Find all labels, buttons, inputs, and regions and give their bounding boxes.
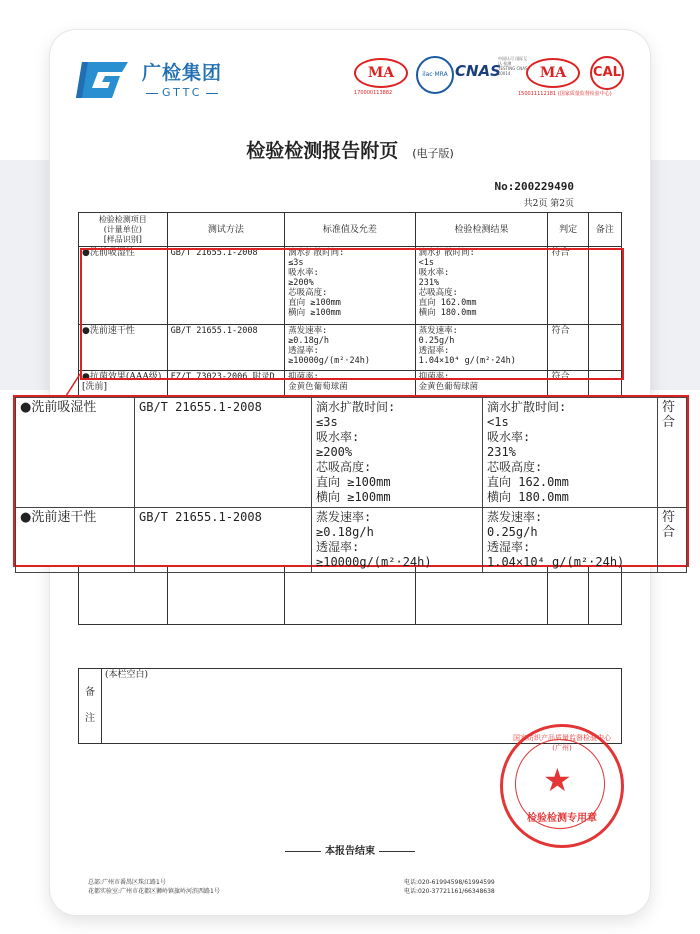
cnas-icon: CNAS — [455, 62, 501, 80]
zoom-verdict: 符合 — [658, 398, 687, 508]
zoom-std-line: 透湿率: — [316, 540, 360, 554]
table-header-row — [79, 213, 622, 247]
footer-phone — [404, 878, 495, 896]
std-line: 金黄色葡萄球菌 — [288, 382, 348, 392]
res-line: 231% — [418, 278, 440, 288]
cnas-small-text: 中国认可 国际互认 检测 TESTING CNAS L0014 — [498, 56, 528, 76]
edition-label: (电子版) — [412, 147, 454, 160]
zoom-res-line: 透湿率: — [487, 540, 531, 554]
res-line: 金黄色葡萄球菌 — [418, 382, 479, 392]
seal-arc-text: 国家纺织产品质量监督检验中心(广州) — [513, 734, 611, 752]
zoom-std-line: ≥200% — [316, 445, 353, 459]
zoom-item: ●洗前速干性 — [16, 508, 135, 573]
header-result: 检验检测结果 — [415, 213, 548, 247]
zoom-res-line: <1s — [487, 415, 509, 429]
remark-label-top: 备 — [85, 687, 95, 698]
std-line: 吸水率: — [288, 268, 319, 278]
zoom-res-line: 直向 162.0mm — [487, 475, 569, 489]
official-seal — [500, 724, 624, 848]
row-method: GB/T 21655.1-2008 — [167, 247, 284, 325]
zoom-std-line: ≥10000g/(m²·24h) — [316, 555, 432, 569]
seal-label: 检验检测专用章 — [527, 813, 597, 824]
company-sub: GTTC — [142, 86, 222, 99]
std-line: ≥10000g/(m²·24h) — [288, 356, 370, 366]
gttc-logo-icon — [72, 58, 130, 102]
zoom-item: ●洗前吸湿性 — [16, 398, 135, 508]
zoom-std-line: ≥0.18g/h — [316, 525, 374, 539]
header-verdict: 判定 — [548, 213, 588, 247]
res-line: 透湿率: — [418, 346, 450, 356]
res-line: <1s — [418, 258, 434, 268]
header-standard: 标准值及允差 — [285, 213, 415, 247]
report-number: No:200229490 — [494, 180, 574, 193]
zoom-res-line: 横向 180.0mm — [487, 490, 569, 504]
ma-number-right: 150011112181 (国家质量监督检验中心) — [518, 91, 612, 97]
page-title — [58, 136, 642, 163]
ma-certification-icon: MA — [354, 58, 408, 88]
std-line: ≤3s — [288, 258, 304, 268]
zoom-method: GB/T 21655.1-2008 — [135, 398, 312, 508]
res-line: 横向 180.0mm — [418, 308, 477, 318]
title-text: 检验检测报告附页 — [246, 140, 399, 162]
zoom-result — [483, 398, 658, 508]
res-line: 0.25g/h — [418, 336, 455, 346]
zoom-std-line: 吸水率: — [316, 430, 360, 444]
std-line: 抑菌率: — [288, 372, 319, 382]
ilac-mra-icon: ilac·MRA — [416, 56, 454, 94]
address-lab: 花都实验室:广州市花都区狮岭镇旗岭河滨西路1号 — [88, 888, 220, 895]
zoom-standard — [312, 398, 483, 508]
highlight-box — [80, 248, 624, 380]
footer-address — [88, 878, 220, 896]
header-item: 检验检测项目 (计量单位) [样品识别] — [79, 213, 168, 247]
row-verdict: 符合 — [548, 247, 588, 325]
std-line: 透湿率: — [288, 346, 319, 356]
page-count: 共2页 第2页 — [523, 199, 574, 209]
zoom-panel — [13, 395, 689, 567]
std-line: 横向 ≥100mm — [288, 308, 341, 318]
header-method: 测试方法 — [167, 213, 284, 247]
zoom-res-line: 芯吸高度: — [487, 460, 543, 474]
res-line: 1.04×10⁴ g/(m²·24h) — [418, 356, 516, 366]
report-end: 本报告结束 — [0, 842, 700, 857]
std-line: 直向 ≥100mm — [288, 298, 341, 308]
phone-hq: 电话:020-61994598/61994599 — [404, 879, 495, 886]
zoom-table — [15, 397, 687, 573]
res-line: 直向 162.0mm — [418, 298, 477, 308]
zoom-res-line: 231% — [487, 445, 516, 459]
row-item: ●抗菌效果(AAA级)[洗前] — [79, 371, 168, 625]
header-note: 备注 — [588, 213, 621, 247]
zoom-method: GB/T 21655.1-2008 — [135, 508, 312, 573]
row-item: ●洗前吸湿性 — [79, 247, 168, 325]
zoom-std-line: ≤3s — [316, 415, 338, 429]
zoom-std-line: 直向 ≥100mm — [316, 475, 391, 489]
zoom-std-line: 横向 ≥100mm — [316, 490, 391, 504]
star-icon: ★ — [543, 761, 572, 799]
remark-label — [79, 669, 102, 744]
zoom-verdict: 符合 — [658, 508, 687, 573]
res-line: 芯吸高度: — [418, 288, 458, 298]
zoom-res-line: 吸水率: — [487, 430, 531, 444]
res-line: 吸水率: — [418, 268, 450, 278]
zoom-std-line: 芯吸高度: — [316, 460, 372, 474]
std-line: ≥200% — [288, 278, 314, 288]
zoom-res-line: 滴水扩散时间: — [487, 400, 567, 414]
zoom-res-line: 0.25g/h — [487, 525, 538, 539]
std-line: 芯吸高度: — [288, 288, 328, 298]
res-line: 蒸发速率: — [418, 326, 458, 336]
row-method: GB/T 21655.1-2008 — [167, 325, 284, 371]
zoom-std-line: 滴水扩散时间: — [316, 400, 396, 414]
zoom-standard — [312, 508, 483, 573]
cal-certification-icon: CAL — [590, 56, 624, 90]
zoom-res-line: 蒸发速率: — [487, 510, 543, 524]
zoom-std-line: 蒸发速率: — [316, 510, 372, 524]
std-line: 滴水扩散时间: — [288, 248, 345, 258]
zoom-result — [483, 508, 658, 573]
remark-content: (本栏空白) — [102, 669, 622, 744]
row-item: ●洗前速干性 — [79, 325, 168, 371]
phone-lab: 电话:020-37721161/66348638 — [404, 888, 495, 895]
zoom-row — [16, 508, 687, 573]
res-line: 抑菌率: — [418, 372, 450, 382]
std-line: 蒸发速率: — [288, 326, 328, 336]
ma-certification-icon-right: MA — [526, 58, 580, 88]
address-hq: 总部:广州市番禺区珠江路1号 — [88, 879, 166, 886]
res-line: 滴水扩散时间: — [418, 248, 475, 258]
zoom-row — [16, 398, 687, 508]
remark-label-bottom: 注 — [85, 713, 95, 724]
company-name: 广检集团 — [142, 62, 223, 84]
row-method: FZ/T 73023-2006 附录D — [167, 371, 284, 625]
row-verdict: 符合 — [548, 371, 588, 625]
zoom-res-line: 1.04×10⁴ g/(m²·24h) — [487, 555, 625, 569]
row-verdict: 符合 — [548, 325, 588, 371]
ma-number-left: 170000113882 — [354, 90, 393, 96]
std-line: ≥0.18g/h — [288, 336, 330, 346]
